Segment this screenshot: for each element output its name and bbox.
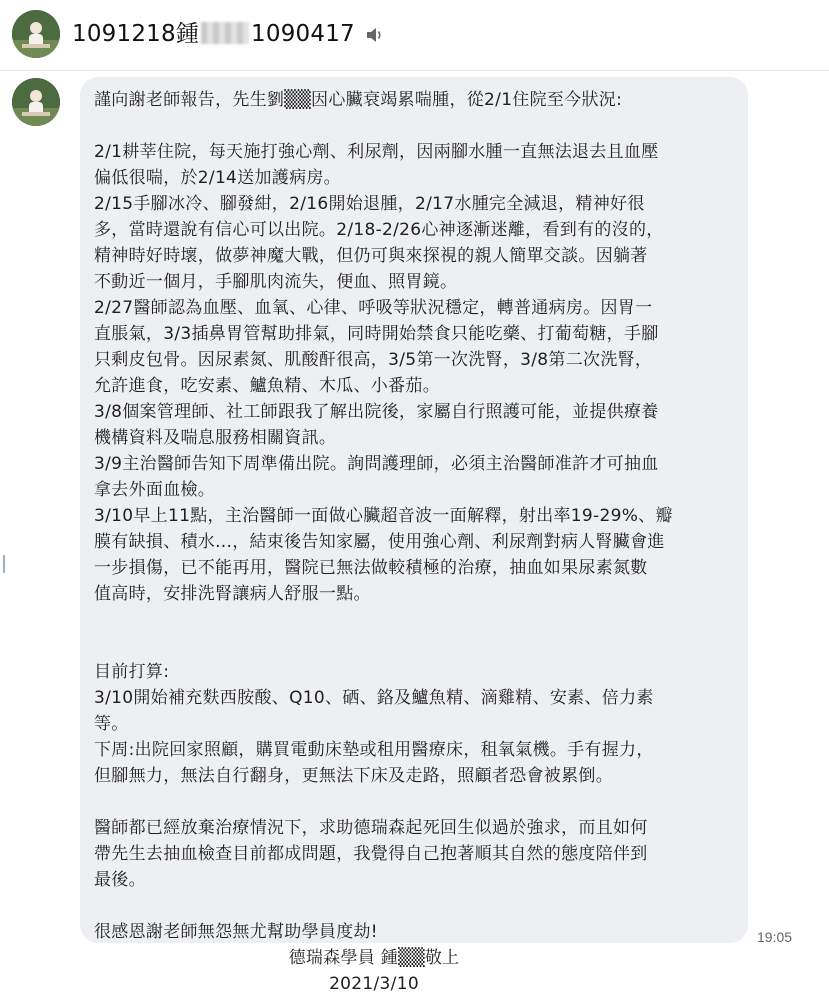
message-line: 偏低很喘，於2/14送加護病房。 bbox=[94, 168, 341, 188]
message-time: 19:05 bbox=[757, 929, 793, 945]
message-line: 2/1耕莘住院，每天施打強心劑、利尿劑，因兩腳水腫一直無法退去且血壓 bbox=[94, 142, 659, 162]
sender-avatar[interactable] bbox=[12, 78, 60, 126]
message-line: 精神時好時壞，做夢神魔大戰，但仍可與來探視的親人簡單交談。因躺著 bbox=[94, 246, 648, 266]
message-line: 3/9主治醫師告知下周準備出院。詢問護理師，必須主治醫師准許才可抽血 bbox=[94, 454, 659, 474]
message-line bbox=[94, 789, 734, 815]
message-line: 下周:出院回家照顧，購買電動床墊或租用醫療床，租氧氣機。手有握力， bbox=[94, 740, 654, 760]
message-line: 膜有缺損、積水...，結束後告知家屬，使用強心劑、利尿劑對病人腎臟會進 bbox=[94, 532, 665, 552]
message-line: 等。 bbox=[94, 714, 129, 734]
message-body bbox=[94, 87, 734, 945]
message-line: 多，當時還說有信心可以出院。2/18-2/26心神逐漸迷離，看到有的沒的， bbox=[94, 220, 664, 240]
speaker-icon[interactable] bbox=[366, 27, 384, 43]
message-bubble[interactable] bbox=[80, 77, 748, 994]
message-line: 不動近一個月，手腳肌肉流失，便血、照胃鏡。 bbox=[94, 272, 458, 292]
message-line: 3/8個案管理師、社工師跟我了解出院後，家屬自行照護可能，並提供療養 bbox=[94, 402, 659, 422]
message-line bbox=[94, 893, 734, 919]
message-line: 3/10早上11點，主治醫師一面做心臟超音波一面解釋，射出率19-29%、瓣 bbox=[94, 506, 673, 526]
message-line: 最後。 bbox=[94, 870, 146, 890]
header-divider bbox=[0, 70, 829, 71]
message-line: 直脹氣，3/3插鼻胃管幫助排氣，同時開始禁食只能吃藥、打葡萄糖，手腳 bbox=[94, 324, 659, 344]
scroll-indicator bbox=[3, 555, 5, 573]
message-line bbox=[94, 633, 734, 659]
chat-title-suffix: 1090417 bbox=[251, 21, 355, 47]
message-line: 謹向謝老師報告，先生劉▒▒因心臟衰竭累喘腫，從2/1住院至今狀況: bbox=[94, 90, 623, 110]
message-line bbox=[94, 113, 734, 139]
redacted-name-blur bbox=[201, 22, 249, 44]
message-line: 2/27醫師認為血壓、血氧、心律、呼吸等狀況穩定，轉普通病房。因胃一 bbox=[94, 298, 653, 318]
message-line: 一步損傷，已不能再用，醫院已無法做較積極的治療，抽血如果尿素氮數 bbox=[94, 558, 648, 578]
message-line: 很感恩謝老師無怨無尤幫助學員度劫! bbox=[94, 922, 378, 942]
chat-header bbox=[0, 0, 829, 70]
message-line: 機構資料及喘息服務相關資訊。 bbox=[94, 428, 337, 448]
chat-title-prefix: 1091218鍾 bbox=[72, 21, 200, 47]
message-line: 帶先生去抽血檢查目前都成問題，我覺得自己抱著順其自然的態度陪伴到 bbox=[94, 844, 648, 864]
message-date: 2021/3/10 bbox=[329, 974, 419, 994]
message-line bbox=[94, 607, 734, 633]
message-line: 值高時，安排洗腎讓病人舒服一點。 bbox=[94, 584, 371, 604]
message-line: 但腳無力，無法自行翻身，更無法下床及走路，照顧者恐會被累倒。 bbox=[94, 766, 613, 786]
message-line: 3/10開始補充麩西胺酸、Q10、硒、鉻及鱸魚精、滴雞精、安素、倍力素 bbox=[94, 688, 654, 708]
avatar-image bbox=[12, 10, 60, 58]
avatar-image bbox=[12, 78, 60, 126]
chat-title bbox=[72, 18, 355, 50]
message-line: 只剩皮包骨。因尿素氮、肌酸酐很高，3/5第一次洗腎，3/8第二次洗腎， bbox=[94, 350, 653, 370]
message-signature: 德瑞森學員 鍾▒▒敬上 bbox=[288, 948, 460, 968]
message-line: 醫師都已經放棄治療情況下，求助德瑞森起死回生似過於強求，而且如何 bbox=[94, 818, 648, 838]
message-line: 2/15手腳冰冷、腳發紺，2/16開始退腫，2/17水腫完全減退，精神好很 bbox=[94, 194, 645, 214]
message-line: 目前打算: bbox=[94, 662, 170, 682]
contact-avatar[interactable] bbox=[12, 10, 60, 58]
message-line: 允許進食，吃安素、鱸魚精、木瓜、小番茄。 bbox=[94, 376, 440, 396]
message-line: 拿去外面血檢。 bbox=[94, 480, 216, 500]
